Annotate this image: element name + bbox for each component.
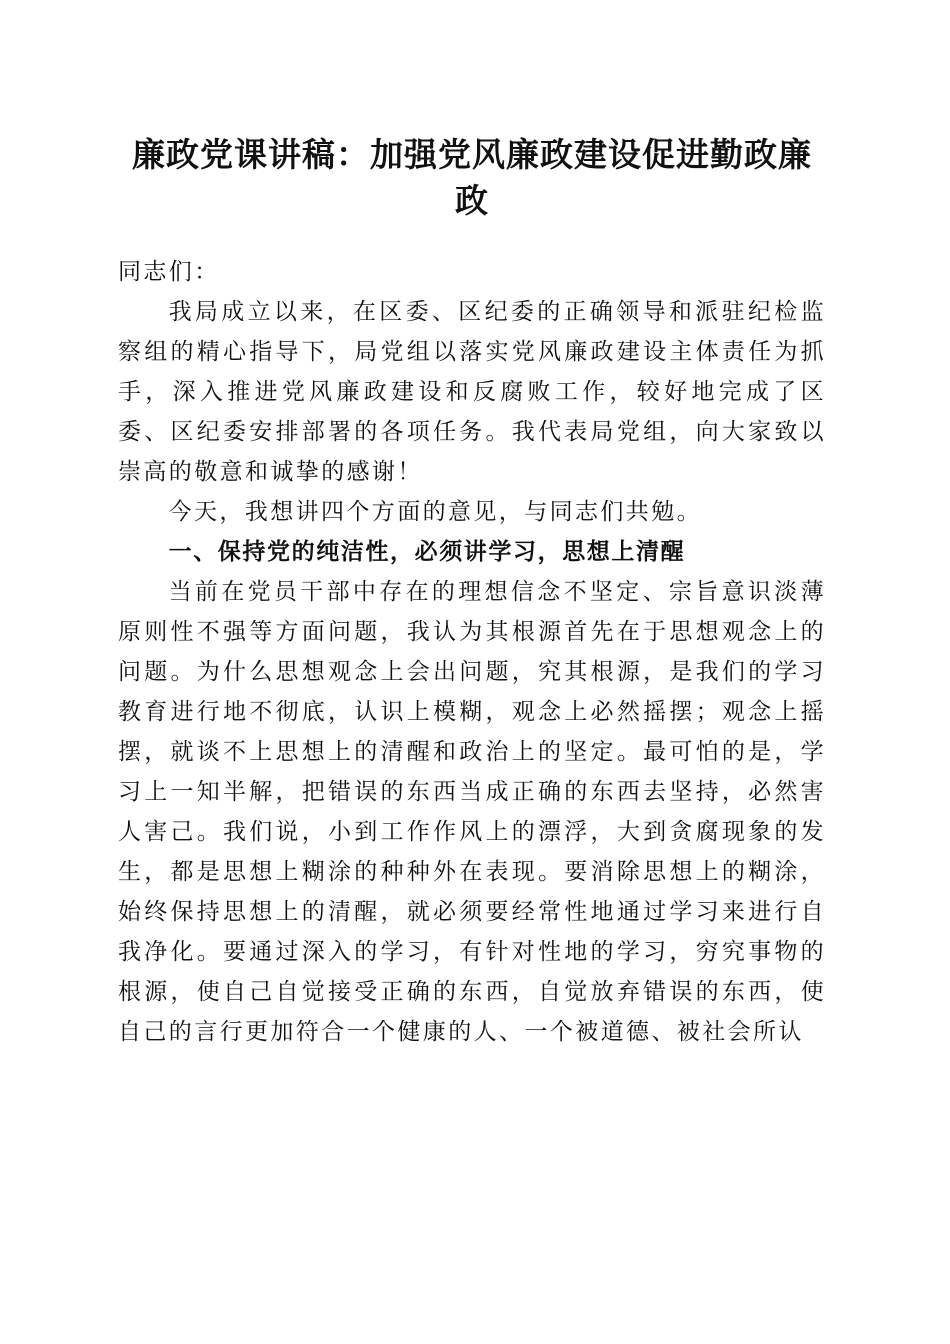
document-title: 廉政党课讲稿：加强党风廉政建设促进勤政廉政 [132, 135, 812, 220]
document-body [118, 252, 826, 1052]
section-heading: 一、保持党的纯洁性，必须讲学习，思想上清醒 [168, 539, 686, 565]
outline-paragraph: 今天，我想讲四个方面的意见，与同志们共勉。 [168, 499, 702, 525]
section-paragraph: 当前在党员干部中存在的理想信念不坚定、宗旨意识淡薄原则性不强等方面问题，我认为其根源首先在于思想观念上的问题。为什么思想观念上会出问题，究其根源，是我们的学习教育进行地不彻底，认识上模糊，观念上必然摇摆；观念上摇摆，就谈不上思想上的清醒和政治上的坚定。最可怕的是，学习上一知半解，把错误的东西当成正确的东西去坚持，必然害人害己。我们说，小到工作作风上的漂浮，大到贪腐现象的发生，都是思想上糊涂的种种外在表现。要消除思想上的糊涂，始终保持思想上的清醒，就必须要经常性地通过学习来进行自我净化。要通过深入的学习，有针对性地的学习，穷究事物的根源，使自己自觉接受正确的东西，自觉放弃错误的东西，使自己的言行更加符合一个健康的人、一个被道德、被社会所认 [118, 579, 826, 1045]
intro-paragraph: 我局成立以来，在区委、区纪委的正确领导和派驻纪检监察组的精心指导下，局党组以落实党风廉政建设主体责任为抓手，深入推进党风廉政建设和反腐败工作，较好地完成了区委、区纪委安排部署的各项任务。我代表局党组，向大家致以崇高的敬意和诚挚的感谢！ [118, 299, 826, 485]
salutation: 同志们： [118, 259, 220, 285]
